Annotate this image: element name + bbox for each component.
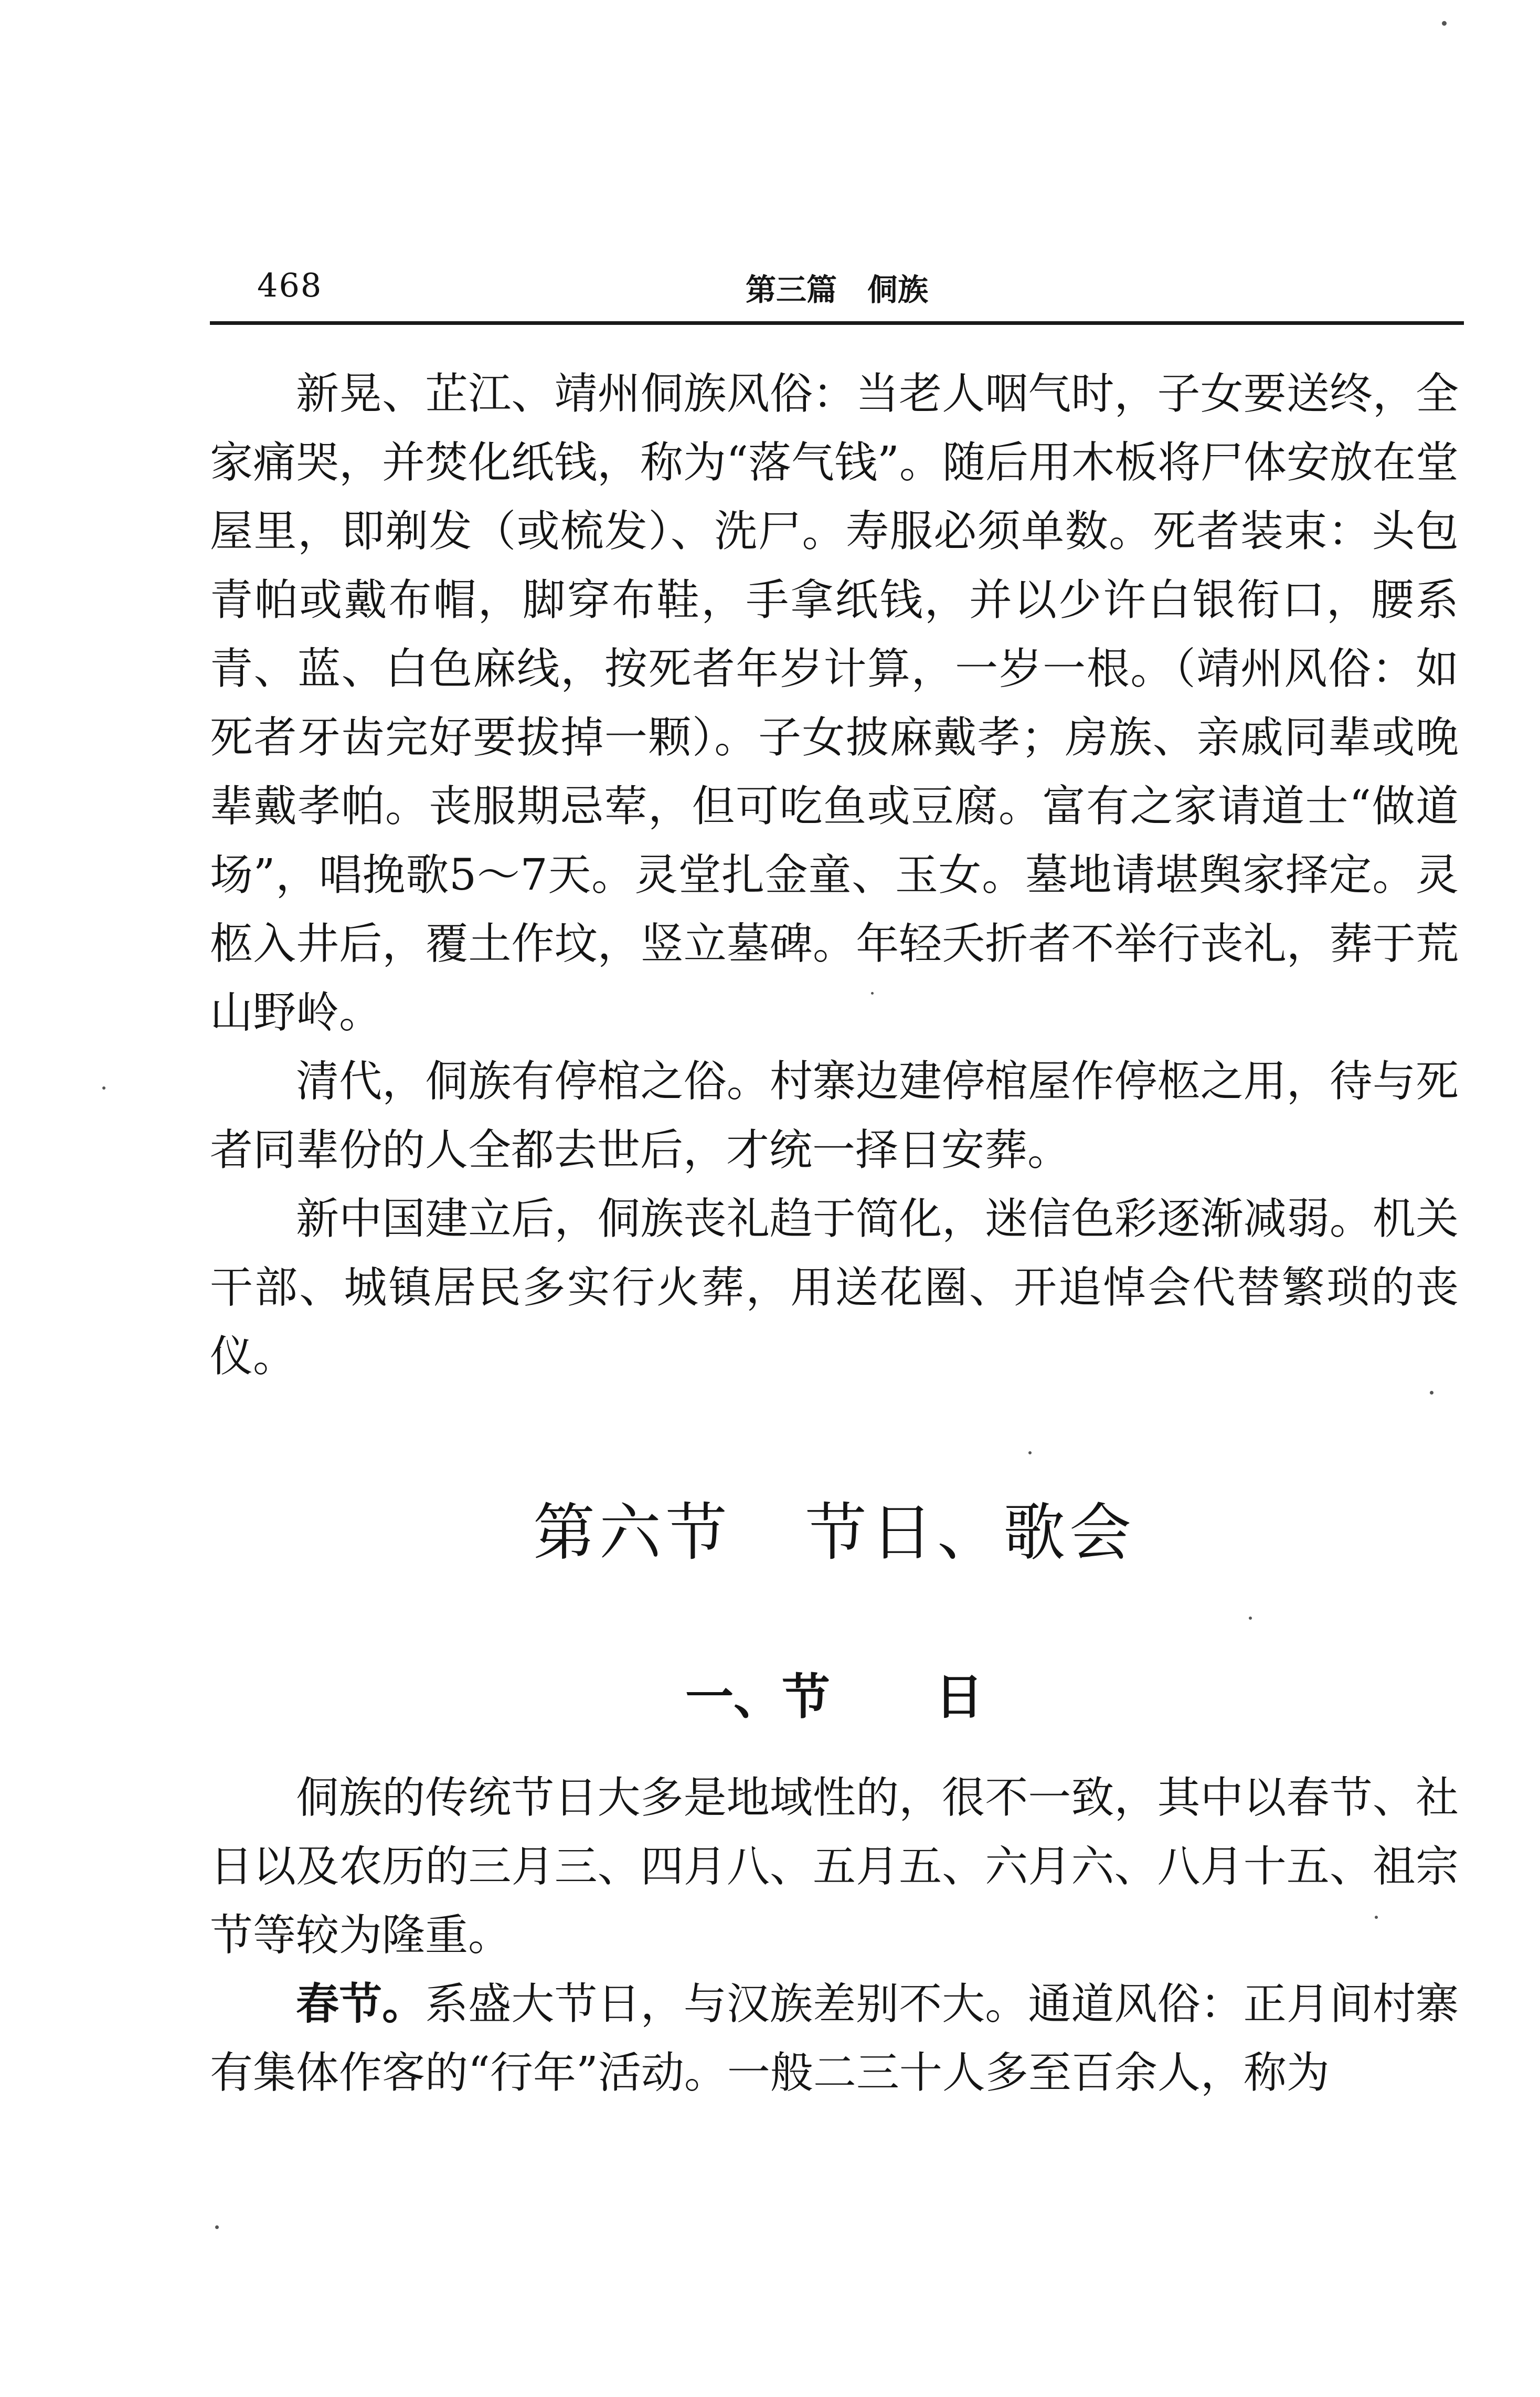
subsection-title xyxy=(210,1659,1459,1728)
scan-speck xyxy=(102,1086,105,1090)
paragraph-funeral-customs: 新晃、芷江、靖州侗族风俗：当老人咽气时，子女要送终，全家痛哭，并焚化纸钱，称为“落气钱”。随后用木板将尸体安放在堂屋里，即剃发（或梳发）、洗尸。寿服必须单数。死者装束：头包青帕或戴布帽，脚穿布鞋，手拿纸钱，并以少许白银衔口，腰系青、蓝、白色麻线，按死者年岁计算，一岁一根。（靖州风俗：如死者牙齿完好要拔掉一颗）。子女披麻戴孝；房族、亲戚同辈或晚辈戴孝帕。丧服期忌荤，但可吃鱼或豆腐。富有之家请道士“做道场”，唱挽歌5～7天。灵堂扎金童、玉女。墓地请堪舆家择定。灵柩入井后，覆土作坟，竖立墓碑。年轻夭折者不举行丧礼，葬于荒山野岭。 xyxy=(210,369,1459,1038)
subsection-name: 日 xyxy=(935,1669,984,1725)
spring-festival-heading: 春节。 xyxy=(296,1979,426,2029)
scan-speck xyxy=(871,992,874,995)
paragraph-coffin-custom: 清代，侗族有停棺之俗。村寨边建停棺屋作停柩之用，待与死者同辈份的人全都去世后，才统一择日安葬。 xyxy=(210,1057,1459,1175)
subsection-number: 一、节 xyxy=(685,1669,830,1725)
running-head: 第三篇 侗族 xyxy=(745,272,928,308)
scan-speck xyxy=(1430,1391,1433,1395)
paragraph-festivals-intro: 侗族的传统节日大多是地域性的，很不一致，其中以春节、社日以及农历的三月三、四月八、五月五、六月六、八月十五、祖宗节等较为隆重。 xyxy=(210,1773,1459,1960)
spring-festival-text: 系盛大节日，与汉族差别不大。通道风俗：正月间村寨有集体作客的“行年”活动。一般二三十人多至百余人，称为 xyxy=(210,1979,1459,2098)
scan-speck xyxy=(215,2225,219,2229)
paragraph-modern-funerals: 新中国建立后，侗族丧礼趋于简化，迷信色彩逐渐减弱。机关干部、城镇居民多实行火葬，用送花圈、开追悼会代替繁琐的丧仪。 xyxy=(210,1194,1459,1381)
section-title xyxy=(210,1483,1459,1572)
body-text-bottom xyxy=(210,1764,1459,2107)
scan-speck xyxy=(1442,21,1447,26)
page-header xyxy=(213,260,1461,318)
page-number: 468 xyxy=(257,266,323,304)
section-number: 第六节 xyxy=(533,1496,731,1569)
scan-speck xyxy=(1028,1451,1032,1454)
scan-speck xyxy=(1249,1617,1252,1620)
paragraph-spring-festival xyxy=(210,1970,1459,2107)
body-text-top xyxy=(210,360,1459,1391)
scan-speck xyxy=(1375,1916,1378,1919)
section-name: 节日、歌会 xyxy=(805,1496,1136,1569)
header-rule xyxy=(210,321,1464,325)
